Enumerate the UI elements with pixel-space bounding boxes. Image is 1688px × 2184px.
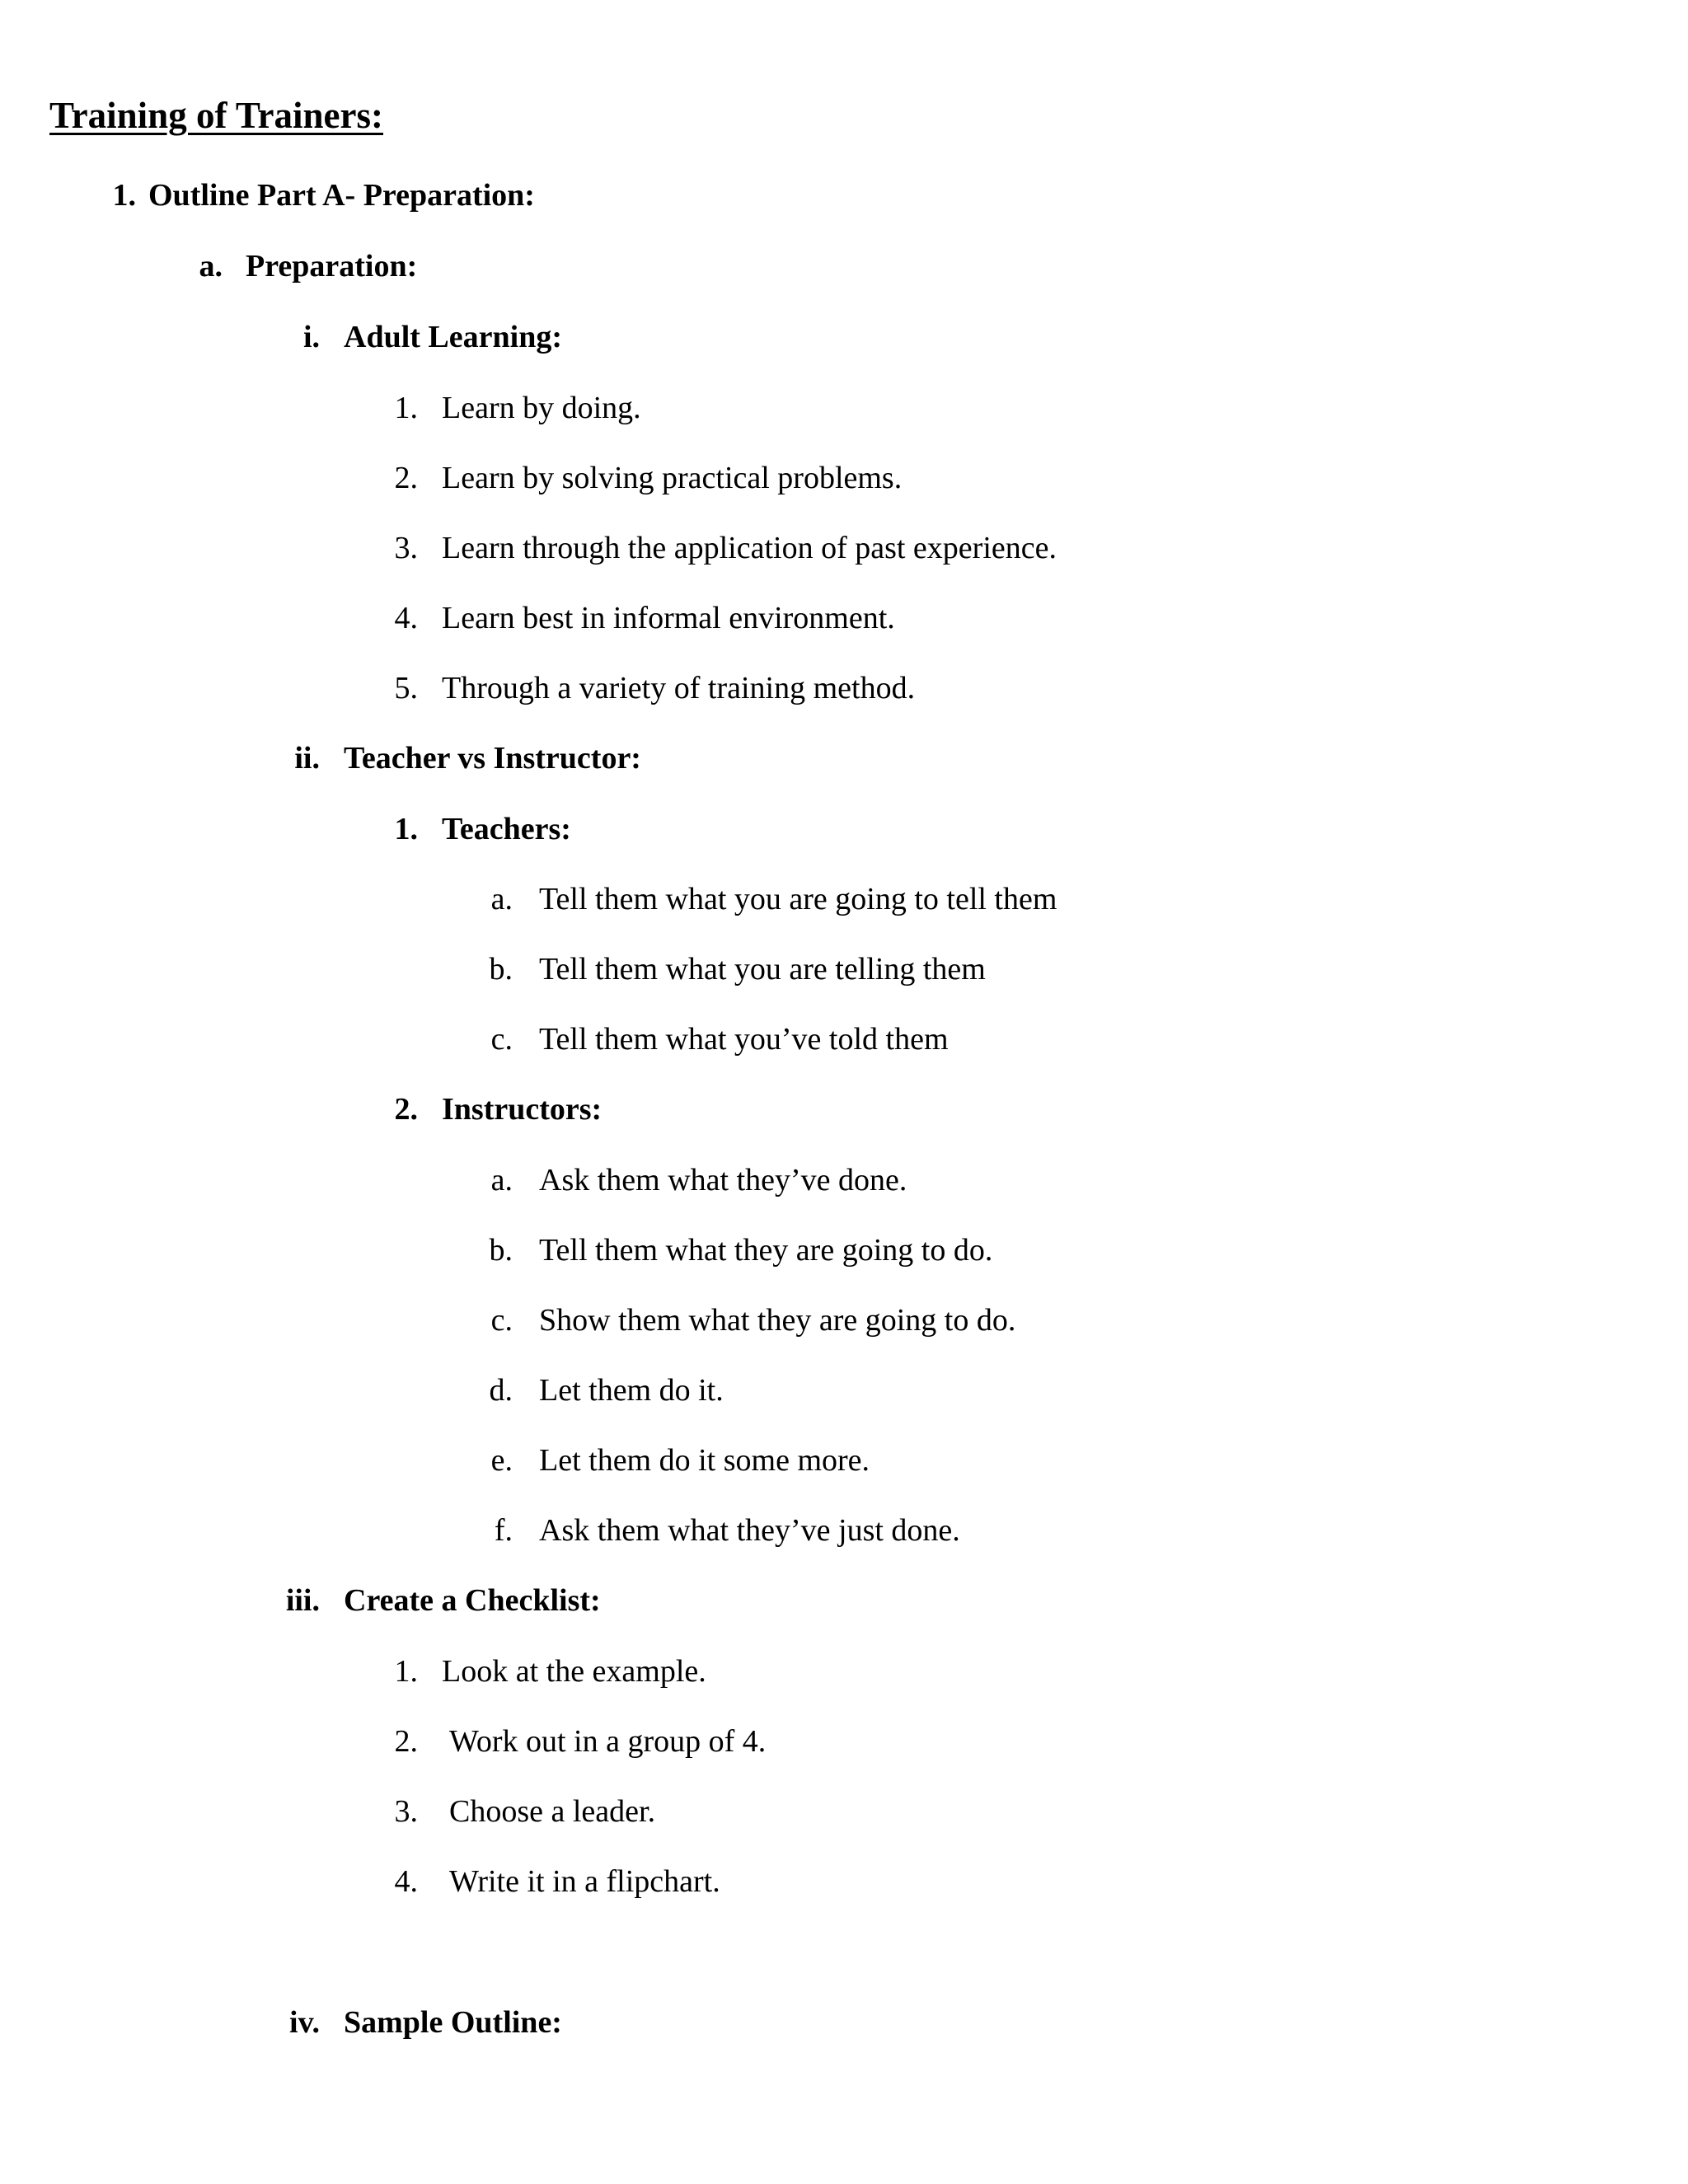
outline-item-level-1 [0,175,1688,216]
outline-text: Write it in a flipchart. [449,1864,720,1899]
outline-marker: a. [199,249,223,284]
outline-text: Learn by solving practical problems. [442,461,903,495]
outline-marker: 3. [394,531,418,565]
outline-item-level-5 [0,1370,1688,1411]
outline-text: Preparation: [246,249,418,284]
outline-marker: c. [490,1303,513,1338]
outline-text: Ask them what they’ve done. [539,1163,907,1197]
outline-marker: 4. [394,601,418,635]
outline-text: Adult Learning: [344,320,562,354]
outline-marker: a. [490,1163,513,1197]
outline-text: Tell them what you’ve told them [539,1022,949,1057]
outline-marker: b. [489,952,513,987]
outline-item-level-2 [0,246,1688,287]
outline-item-level-5 [0,1300,1688,1341]
outline-marker: f. [494,1513,513,1548]
outline-item-level-4 [0,598,1688,639]
outline-text: Learn through the application of past experience. [442,531,1057,565]
outline-item-level-4 [0,1089,1688,1130]
outline-text: Learn by doing. [442,391,641,425]
outline-item-level-5 [0,1510,1688,1551]
outline-item-level-3 [0,738,1688,779]
outline-text: Teacher vs Instructor: [344,741,641,776]
outline-item-level-5 [0,949,1688,990]
outline-text: Look at the example. [442,1654,706,1689]
outline-text: Tell them what you are going to tell them [539,882,1057,916]
outline-text: Create a Checklist: [344,1583,601,1618]
outline-marker: i. [302,320,320,354]
outline-item-level-3 [0,1580,1688,1621]
outline-marker: 5. [394,671,418,705]
outline-marker: 1. [112,178,136,213]
outline-item-level-3 [0,316,1688,358]
outline-marker: 1. [394,391,418,425]
outline-item-level-3 [0,2002,1688,2043]
outline-item-level-4 [0,668,1688,709]
outline-text: Learn best in informal environment. [442,601,895,635]
outline-marker: b. [489,1233,513,1268]
outline-text: Work out in a group of 4. [449,1724,767,1759]
outline-item-level-4 [0,1721,1688,1762]
outline-text: Let them do it some more. [539,1443,870,1478]
outline-marker: c. [490,1022,513,1057]
outline-text: Tell them what they are going to do. [539,1233,993,1268]
outline-marker: iii. [285,1583,320,1618]
outline-marker: 4. [394,1864,418,1899]
outline-item-level-4 [0,1791,1688,1832]
outline-marker: a. [490,882,513,916]
outline-text: Tell them what you are telling them [539,952,986,987]
outline-marker: e. [490,1443,513,1478]
outline-item-level-5 [0,1230,1688,1271]
outline-item-level-5 [0,1019,1688,1060]
outline-text: Let them do it. [539,1373,724,1408]
outline-text: Teachers: [442,812,571,846]
outline-item-level-4 [0,1861,1688,1902]
outline-item-level-4 [0,457,1688,499]
outline-item-level-4 [0,1651,1688,1692]
outline-marker: 2. [394,461,418,495]
outline-text: Through a variety of training method. [442,671,916,705]
outline-text: Instructors: [442,1092,603,1127]
outline-marker: ii. [294,741,320,776]
outline-marker: 2. [394,1724,418,1759]
outline-text: Sample Outline: [344,2005,562,2040]
outline-item-level-5 [0,1440,1688,1481]
outline-text: Outline Part A- Preparation: [148,178,535,213]
outline-marker: iv. [289,2005,320,2040]
outline-item-level-5 [0,879,1688,920]
outline-item-level-5 [0,1160,1688,1201]
outline-marker: d. [489,1373,513,1408]
outline-item-level-4 [0,387,1688,429]
outline-marker: 1. [394,812,418,846]
outline-marker: 3. [394,1794,418,1829]
outline-item-level-4 [0,527,1688,569]
outline-marker: 1. [394,1654,418,1689]
outline-text: Show them what they are going to do. [539,1303,1016,1338]
outline-text: Ask them what they’ve just done. [539,1513,960,1548]
outline-marker: 2. [394,1092,418,1127]
outline-text: Choose a leader. [449,1794,656,1829]
document-title: Training of Trainers: [49,95,383,136]
outline-item-level-4 [0,808,1688,850]
